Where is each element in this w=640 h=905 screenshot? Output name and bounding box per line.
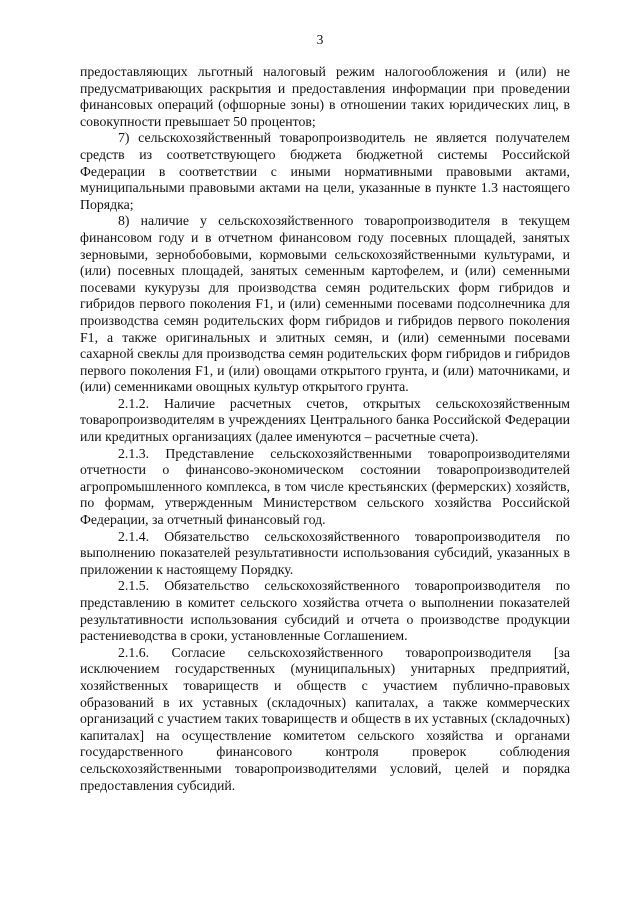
paragraph-2-1-2: 2.1.2. Наличие расчетных счетов, открытых сельскохозяйственным товаропроизводителям в учреждениях Центрального банка Российской Федерации или кредитных организациях (далее именуются – расчетные счета).	[80, 395, 570, 445]
paragraph-2-1-4: 2.1.4. Обязательство сельскохозяйственного товаропроизводителя по выполнению показателей результативности использования субсидий, указанных в приложении к настоящему Порядку.	[80, 528, 570, 577]
paragraph-continuation: предоставляющих льготный налоговый режим налогообложения и (или) не предусматривающих раскрытия и предоставления информации при проведении финансовых операций (офшорные зоны) в отношении таких юридических лиц, в совокупности превышает 50 процентов;	[80, 64, 570, 129]
paragraph-item-7: 7) сельскохозяйственный товаропроизводитель не является получателем средств из соответствующего бюджета бюджетной системы Российской Федерации в соответствии с иными нормативными правовыми актами, муниципальными правовыми актами на цели, указанные в пункте 1.3 настоящего Порядка;	[80, 130, 570, 212]
paragraph-item-8: 8) наличие у сельскохозяйственного товаропроизводителя в текущем финансовом году и в отчетном финансовом году посевных площадей, занятых зерновыми, зернобобовыми, кормовыми сельскохозяйственными культурами, и (или) посевных площадей, занятых семенным картофелем, и (или) семенными посевами кукурузы для производства семян родительских форм гибридов и гибридов первого поколения F1, и (или) семенными посевами подсолнечника для производства семян родительских форм гибридов и гибридов первого поколения F1, а также оригинальных и элитных семян, и (или) семенными посевами сахарной свеклы для производства семян родительских форм гибридов и гибридов первого поколения F1, и (или) овощами открытого грунта, и (или) маточниками, и (или) семенниками овощных культур открытого грунта.	[80, 213, 570, 395]
paragraph-2-1-3: 2.1.3. Представление сельскохозяйственными товаропроизводителями отчетности о финансово-экономическом состоянии товаропроизводителей агропромышленного комплекса, в том числе крестьянских (фермерских) хозяйств, по формам, утвержденным Министерством сельского хозяйства Российской Федерации, за отчетный финансовый год.	[80, 445, 570, 528]
document-body	[80, 64, 570, 794]
paragraph-2-1-5: 2.1.5. Обязательство сельскохозяйственного товаропроизводителя по представлению в комитет сельского хозяйства отчета о выполнении показателей результативности использования субсидий и отчета о производстве продукции растениеводства в сроки, установленные Соглашением.	[80, 578, 570, 644]
page-number: 3	[316, 32, 324, 47]
paragraph-2-1-6: 2.1.6. Согласие сельскохозяйственного товаропроизводителя [за исключением государственных (муниципальных) унитарных предприятий, хозяйственных товариществ и обществ с участием публично-правовых образований в их уставных (складочных) капиталах, а также коммерческих организаций с участием таких товариществ и обществ в их уставных (складочных) капиталах] на осуществление комитетом сельского хозяйства и органами государственного финансового контроля проверок соблюдения сельскохозяйственными товаропроизводителями условий, целей и порядка предоставления субсидий.	[80, 644, 570, 793]
